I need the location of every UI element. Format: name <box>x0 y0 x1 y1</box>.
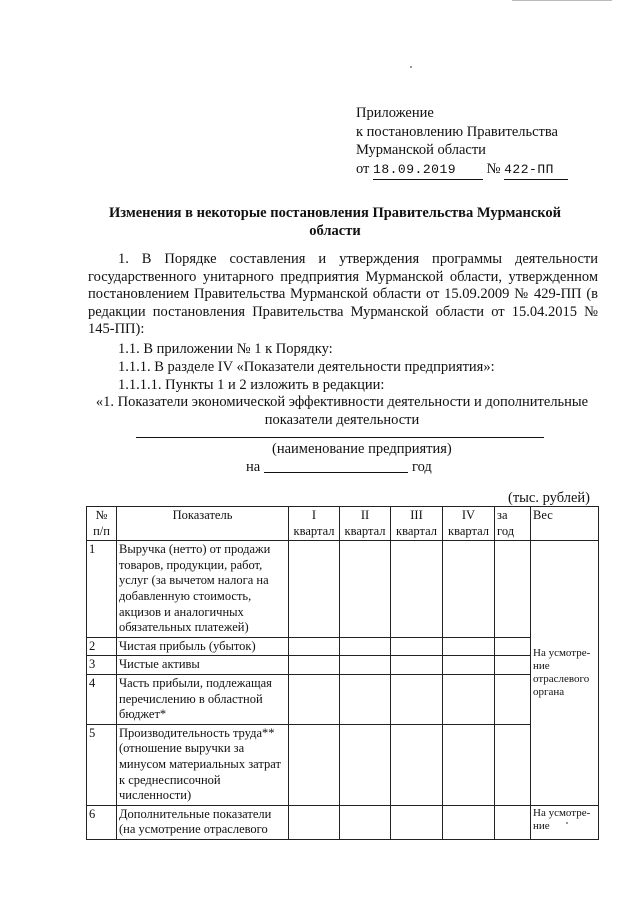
cell-q1 <box>289 541 340 638</box>
cell-q3 <box>391 805 443 839</box>
indicators-table <box>86 506 599 840</box>
item-1-1-1: 1.1.1. В разделе IV «Показатели деятельности предприятия»: <box>118 359 495 375</box>
year-blank <box>264 472 408 473</box>
row-number: 1 <box>87 541 117 638</box>
title-line-2: области <box>309 223 361 239</box>
header-q1-label: квартал <box>293 523 335 538</box>
cell-q2 <box>340 805 391 839</box>
item-1-1-1-1: 1.1.1.1. Пункты 1 и 2 изложить в редакции: <box>118 377 385 393</box>
cell-year <box>495 674 531 724</box>
cell-q4 <box>443 724 495 805</box>
header-q3-label: квартал <box>396 523 437 538</box>
section-heading-line-2: показатели деятельности <box>264 412 420 428</box>
cell-q3 <box>391 656 443 675</box>
table-row <box>87 541 599 638</box>
appendix-line-1: Приложение <box>356 105 434 121</box>
header-q4-num: IV <box>461 508 476 522</box>
enterprise-name-blank <box>136 437 544 438</box>
header-year <box>495 507 531 541</box>
number-value: 422-ПП <box>504 161 568 181</box>
header-year-top: за <box>497 508 508 522</box>
cell-q1 <box>289 637 340 656</box>
row-indicator: Часть прибыли, подлежащая перечислению в областной бюджет* <box>117 674 289 724</box>
row-indicator: Выручка (нетто) от продажи товаров, продукции, работ, услуг (за вычетом налога на добавленную стоимость, акцизов и аналогичных обязательных платежей) <box>117 541 289 638</box>
top-edge-line <box>512 0 612 1</box>
cell-year <box>495 805 531 839</box>
header-number-line-2: п/п <box>93 523 110 538</box>
section-heading-line-1: «1. Показатели экономической эффективности деятельности и дополнительные <box>95 394 589 410</box>
cell-q4 <box>443 805 495 839</box>
row-number: 5 <box>87 724 117 805</box>
cell-q2 <box>340 674 391 724</box>
scan-speck <box>566 822 568 824</box>
header-number <box>87 507 117 541</box>
table-row <box>87 724 599 805</box>
number-prefix: № <box>486 160 501 177</box>
cell-q3 <box>391 674 443 724</box>
header-year-bottom: год <box>497 523 515 538</box>
row-indicator: Дополнительные показатели (на усмотрение отраслевого <box>117 805 289 839</box>
table-row <box>87 805 599 839</box>
cell-q4 <box>443 637 495 656</box>
cell-q1 <box>289 805 340 839</box>
header-q2-num: II <box>360 508 370 522</box>
table-header-row <box>87 507 599 541</box>
cell-q3 <box>391 541 443 638</box>
table-row <box>87 674 599 724</box>
header-weight: Вес <box>531 507 599 541</box>
enterprise-caption: (наименование предприятия) <box>272 441 452 457</box>
appendix-line-2: к постановлению Правительства <box>356 123 558 140</box>
year-suffix: год <box>412 459 432 475</box>
cell-q1 <box>289 656 340 675</box>
cell-q2 <box>340 656 391 675</box>
year-prefix: на <box>246 459 261 475</box>
table-row <box>87 656 599 675</box>
title-line-1: Изменения в некоторые постановления Правительства Мурманской <box>108 205 562 221</box>
row-number: 6 <box>87 805 117 839</box>
weight-note-2: На усмотре-ние <box>531 805 599 839</box>
header-q4-label: квартал <box>448 523 489 538</box>
cell-q3 <box>391 724 443 805</box>
header-number-line-1: № <box>95 508 108 522</box>
cell-year <box>495 656 531 675</box>
header-q3 <box>391 507 443 541</box>
date-value: 18.09.2019 <box>373 161 483 181</box>
header-q1 <box>289 507 340 541</box>
cell-year <box>495 637 531 656</box>
weight-note-1: На усмотре-ние отраслевого органа <box>531 541 599 806</box>
appendix-block <box>356 104 568 180</box>
header-indicator: Показатель <box>117 507 289 541</box>
row-indicator: Чистая прибыль (убыток) <box>117 637 289 656</box>
cell-year <box>495 541 531 638</box>
row-number: 3 <box>87 656 117 675</box>
header-q1-num: I <box>311 508 317 522</box>
date-prefix: от <box>356 160 370 177</box>
item-1-1: 1.1. В приложении № 1 к Порядку: <box>118 341 333 357</box>
row-number: 4 <box>87 674 117 724</box>
cell-q4 <box>443 541 495 638</box>
cell-q2 <box>340 724 391 805</box>
cell-q3 <box>391 637 443 656</box>
units-label: (тыс. рублей) <box>508 490 590 506</box>
paragraph-1: 1. В Порядке составления и утверждения программы деятельности государственного унитарного предприятия Мурманской области, утвержденном постановлением Правительства Мурманской области от 15.09.2009 № 429-ПП (в редакции постановления Правительства Мурманской области от 15.04.2015 № 145-ПП): <box>88 251 598 338</box>
appendix-line-3: Мурманской области <box>356 142 486 158</box>
row-indicator: Производительность труда** (отношение выручки за минусом материальных затрат к среднесписочной численности) <box>117 724 289 805</box>
header-q3-num: III <box>410 508 423 522</box>
header-q2-label: квартал <box>344 523 386 538</box>
cell-q2 <box>340 541 391 638</box>
header-q2 <box>340 507 391 541</box>
document-title <box>100 204 570 240</box>
scan-speck <box>410 66 412 68</box>
appendix-date-line <box>356 160 568 181</box>
table-row <box>87 637 599 656</box>
cell-q1 <box>289 674 340 724</box>
cell-q4 <box>443 656 495 675</box>
header-q4 <box>443 507 495 541</box>
cell-q1 <box>289 724 340 805</box>
cell-q4 <box>443 674 495 724</box>
cell-q2 <box>340 637 391 656</box>
row-number: 2 <box>87 637 117 656</box>
cell-year <box>495 724 531 805</box>
row-indicator: Чистые активы <box>117 656 289 675</box>
